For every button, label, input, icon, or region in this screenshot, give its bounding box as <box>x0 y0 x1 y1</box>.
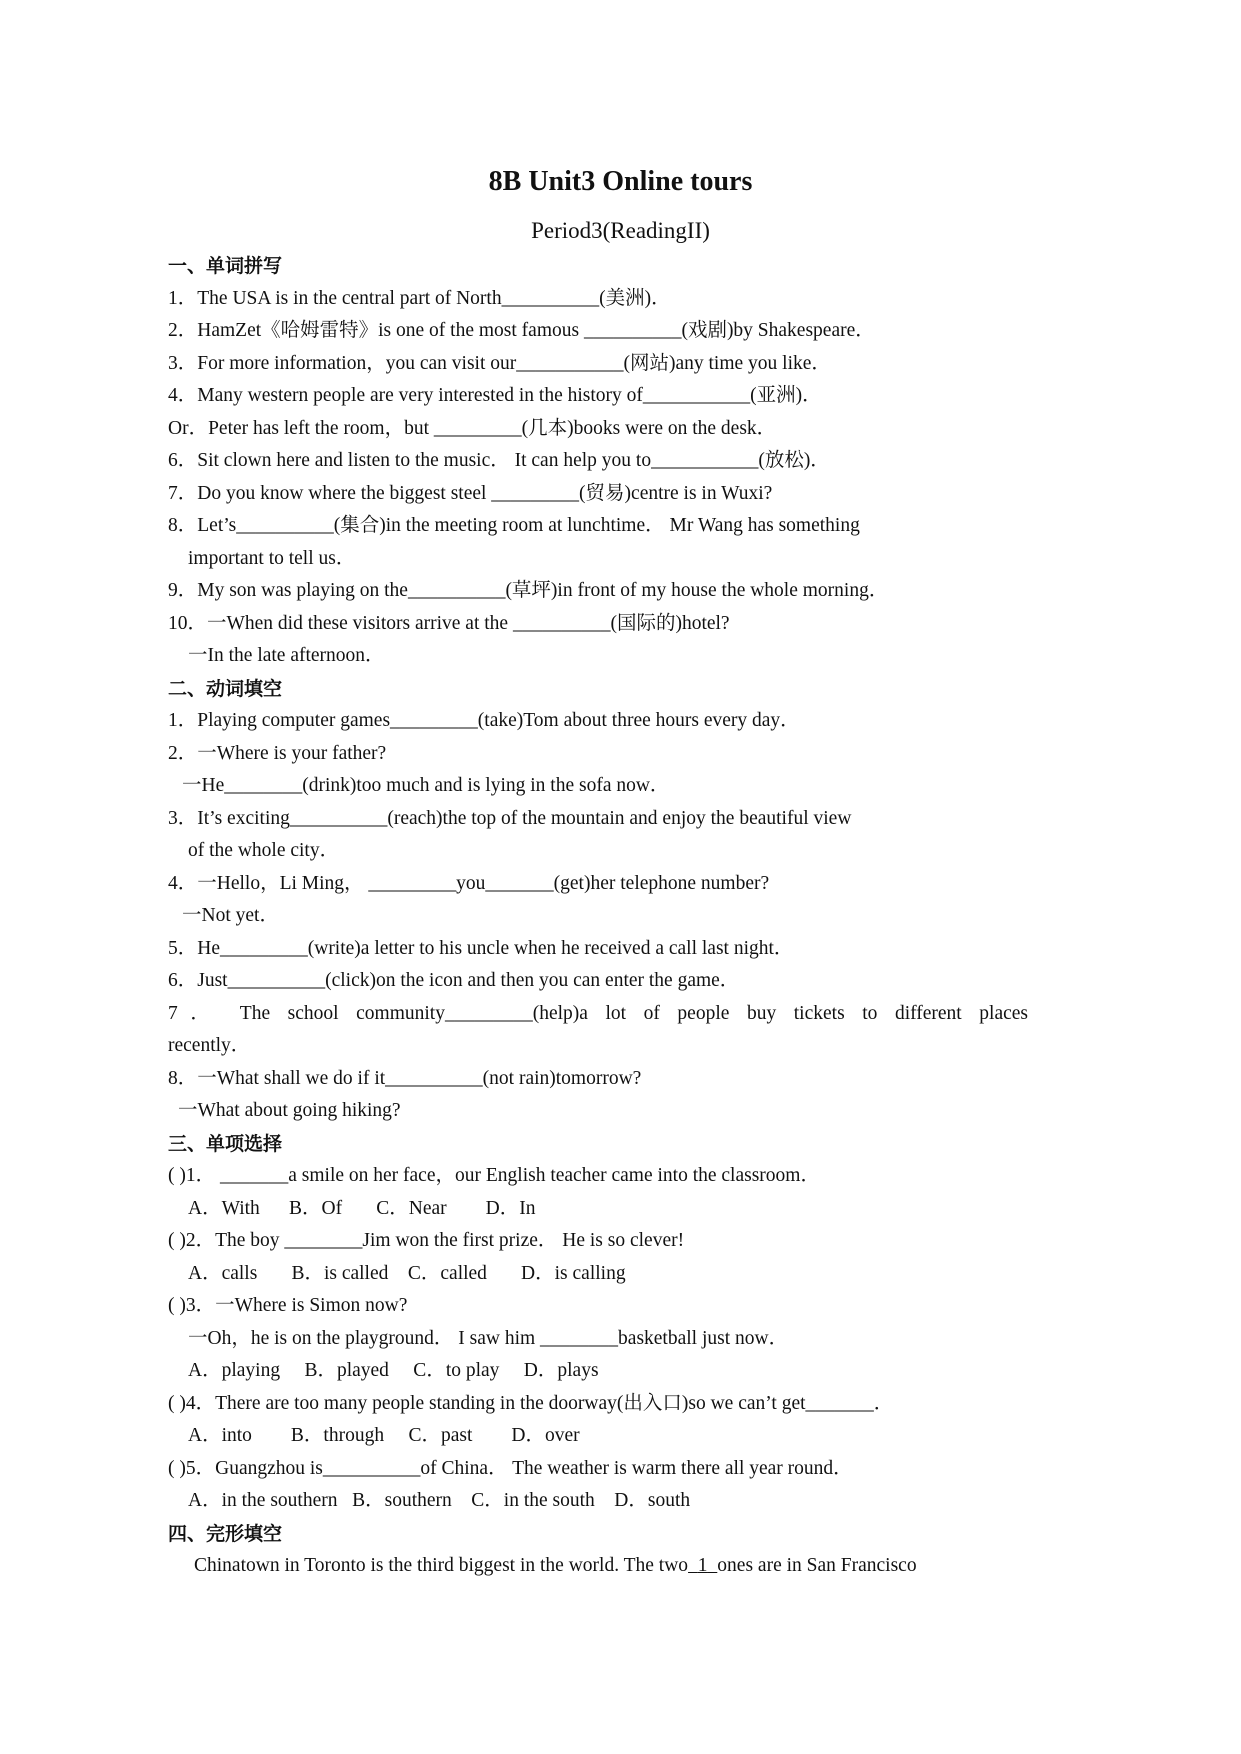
question-line: 3．It’s exciting__________(reach)the top of the mountain and enjoy the beautiful view <box>168 807 852 829</box>
question-line: of the whole city． <box>188 840 340 861</box>
section-heading-choice: 三、单项选择 <box>168 1132 283 1155</box>
question-line: 3．For more information，you can visit our___________(网站)any time you like． <box>168 352 831 374</box>
question-line: 1．The USA is in the central part of North__________(美洲)． <box>168 287 671 309</box>
question-line: recently． <box>168 1035 251 1056</box>
options-line: A．into B．through C．past D．over <box>188 1425 580 1446</box>
cloze-paragraph <box>194 1550 1056 1583</box>
question-line: 一He________(drink)too much and is lying in the sofa now． <box>182 775 670 796</box>
question-line: 5．He_________(write)a letter to his uncle when he received a call last night． <box>168 937 794 959</box>
question-line: 9．My son was playing on the__________(草坪)in front of my house the whole morning． <box>168 580 889 601</box>
page-subtitle: Period3(ReadingII) <box>531 218 710 243</box>
options-line: A．in the southern B．southern C．in the south D．south <box>188 1490 691 1511</box>
question-line: 6．Sit clown here and listen to the music． It can help you to___________(放松)． <box>168 450 830 471</box>
question-line: 一Not yet． <box>182 905 279 926</box>
question-line: Or．Peter has left the room，but _________(几本)books were on the desk． <box>168 417 777 439</box>
question-line: 10．一When did these visitors arrive at the __________(国际的)hotel? <box>168 612 730 634</box>
question-line: ( )1． _______a smile on her face，our English teacher came into the classroom． <box>168 1165 820 1186</box>
section-heading-cloze: 四、完形填空 <box>168 1522 283 1545</box>
section-heading-verbs: 二、动词填空 <box>168 677 283 700</box>
question-line: 4．Many western people are very interested in the history of___________(亚洲)． <box>168 385 822 406</box>
question-line: ( )4．There are too many people standing in the doorway(出入口)so we can’t get_______． <box>168 1392 894 1414</box>
question-line: 4．一Hello，Li Ming， _________you_______(get)her telephone number? <box>168 872 770 894</box>
question-line: 7． The school community_________(help)a lot of people buy tickets to different places <box>168 1002 1028 1024</box>
question-line: 一In the late afternoon． <box>188 645 385 666</box>
section-heading-spelling: 一、单词拼写 <box>168 255 283 277</box>
question-line: ( )3．一Where is Simon now? <box>168 1295 408 1316</box>
options-line: A．calls B．is called C．called D．is calling <box>188 1262 626 1284</box>
question-line: ( )2．The boy ________Jim won the first prize． He is so clever! <box>168 1230 685 1251</box>
question-line: important to tell us． <box>188 547 356 569</box>
question-line: 2．HamZet《哈姆雷特》is one of the most famous __________(戏剧)by Shakespeare． <box>168 320 875 341</box>
question-line: 一What about going hiking? <box>178 1100 401 1121</box>
options-line: A．With B．Of C．Near D．In <box>188 1197 536 1219</box>
cloze-text-before: Chinatown in Toronto is the third biggest in the world. The two <box>194 1555 689 1576</box>
worksheet-content <box>168 250 1056 1583</box>
cloze-blank-number: 1 <box>697 1555 708 1576</box>
question-line: 7．Do you know where the biggest steel _________(贸易)centre is in Wuxi? <box>168 482 773 504</box>
question-line: ( )5．Guangzhou is__________of China． The weather is warm there all year round． <box>168 1457 853 1479</box>
question-line: 8．一What shall we do if it__________(not rain)tomorrow? <box>168 1067 642 1089</box>
question-line: 8．Let’s__________(集合)in the meeting room at lunchtime． Mr Wang has something <box>168 515 860 536</box>
question-line: 一Oh，he is on the playground． I saw him ________basketball just now． <box>188 1327 789 1349</box>
question-line: 6．Just__________(click)on the icon and then you can enter the game． <box>168 970 740 991</box>
options-line: A．playing B．played C．to play D．plays <box>188 1360 599 1381</box>
cloze-text-after: ones are in San Francisco <box>717 1555 917 1576</box>
question-line: 1．Playing computer games_________(take)Tom about three hours every day． <box>168 710 800 731</box>
page-title: 8B Unit3 Online tours <box>488 166 753 197</box>
question-line: 2．一Where is your father? <box>168 742 387 764</box>
